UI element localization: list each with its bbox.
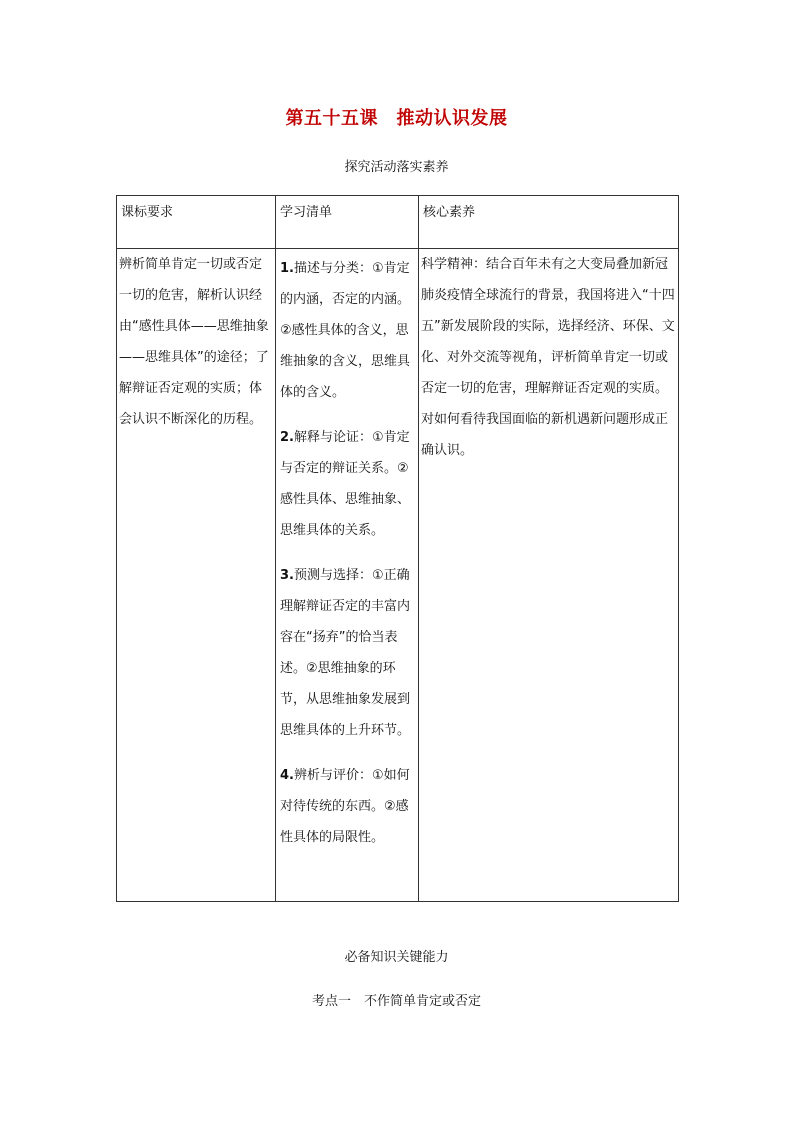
list-item [280,560,415,746]
list-item-text: 解释与论证：①肯定与否定的辩证关系。②感性具体、思维抽象、思维具体的关系。 [280,430,411,538]
table-row [117,249,679,902]
header-core-literacy: 核心素养 [419,196,679,249]
curriculum-table [116,195,679,902]
list-item-number: 3. [280,568,294,583]
core-literacy-cell: 科学精神：结合百年未有之大变局叠加新冠肺炎疫情全球流行的背景，我国将进入“十四五”新发展阶段的实际，选择经济、环保、文化、对外交流等视角，评析简单肯定一切或否定一切的危害，理解辩证否定观的实质。对如何看待我国面临的新机遇新问题形成正确认识。 [419,249,679,902]
list-item-number: 2. [280,430,294,445]
requirement-cell: 辨析简单肯定一切或否定一切的危害，解析认识经由“感性具体——思维抽象——思维具体”的途径；了解辩证否定观的实质；体会认识不断深化的历程。 [117,249,276,902]
table-header-row [117,196,679,249]
list-item-text: 描述与分类：①肯定的内涵，否定的内涵。②感性具体的含义，思维抽象的含义，思维具体的含义。 [280,261,411,400]
list-item [280,760,415,853]
section-heading: 探究活动落实素养 [344,160,449,175]
header-study-list: 学习清单 [276,196,419,249]
list-item [280,253,415,408]
topic-heading: 考点一 不作简单肯定或否定 [311,994,481,1009]
knowledge-heading: 必备知识关键能力 [344,950,449,965]
list-item-text: 辨析与评价：①如何对待传统的东西。②感性具体的局限性。 [280,768,410,845]
list-item [280,422,415,546]
header-requirement: 课标要求 [117,196,276,249]
list-item-number: 4. [280,768,294,783]
list-item-number: 1. [280,261,294,276]
list-item-text: 预测与选择：①正确理解辩证否定的丰富内容在“扬弃”的恰当表述。②思维抽象的环节，从思维抽象发展到思维具体的上升环节。 [280,568,411,738]
lesson-title: 第五十五课 推动认识发展 [285,108,508,129]
study-list-cell [276,249,419,902]
